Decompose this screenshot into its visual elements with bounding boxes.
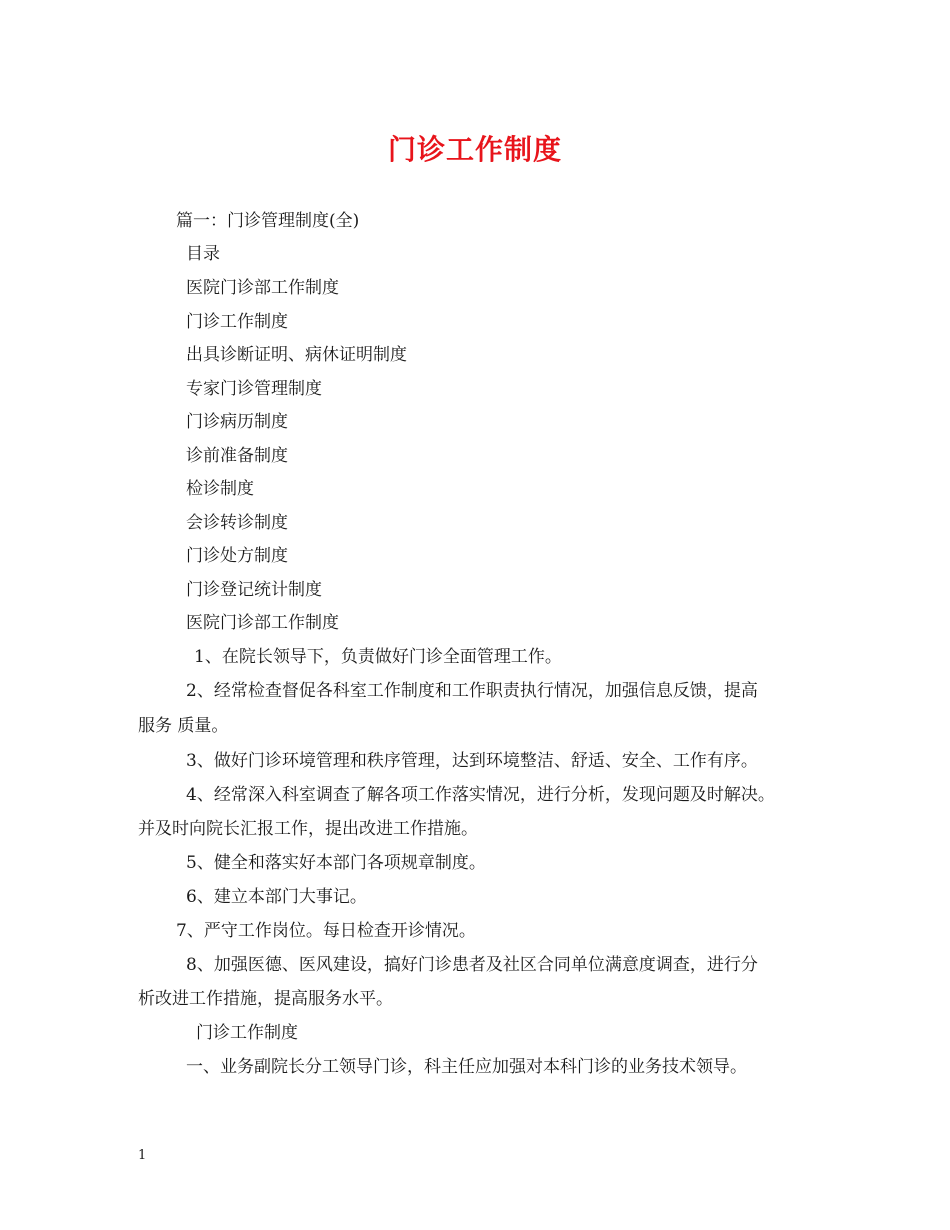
paragraph-line: 3、做好门诊环境管理和秩序管理，达到环境整洁、舒适、安全、工作有序。	[186, 751, 758, 771]
paragraph-line: 服务 质量。	[138, 716, 229, 736]
subsection-heading: 门诊工作制度	[196, 1023, 298, 1043]
document-title: 门诊工作制度	[387, 133, 562, 166]
toc-item: 检诊制度	[186, 479, 254, 499]
paragraph-line: 一、业务副院长分工领导门诊，科主任应加强对本科门诊的业务技术领导。	[186, 1057, 747, 1077]
toc-item: 门诊病历制度	[186, 412, 288, 432]
toc-item: 医院门诊部工作制度	[186, 278, 339, 298]
toc-item: 诊前准备制度	[186, 446, 288, 466]
page-number: 1	[138, 1148, 147, 1163]
paragraph-line: 析改进工作措施，提高服务水平。	[138, 989, 393, 1009]
paragraph-line: 8、加强医德、医风建设，搞好门诊患者及社区合同单位满意度调查，进行分	[186, 955, 758, 975]
paragraph-line: 1、在院长领导下，负责做好门诊全面管理工作。	[194, 647, 562, 667]
paragraph-line: 并及时向院长汇报工作，提出改进工作措施。	[138, 819, 478, 839]
toc-item: 出具诊断证明、病休证明制度	[186, 345, 407, 365]
paragraph-line: 5、健全和落实好本部门各项规章制度。	[186, 853, 486, 873]
paragraph-line: 6、建立本部门大事记。	[186, 887, 367, 907]
toc-item: 专家门诊管理制度	[186, 379, 322, 399]
paragraph-line: 2、经常检查督促各科室工作制度和工作职责执行情况，加强信息反馈，提高	[186, 681, 758, 701]
paragraph-line: 7、严守工作岗位。每日检查开诊情况。	[176, 921, 476, 941]
toc-item: 门诊处方制度	[186, 546, 288, 566]
section-heading: 篇一：门诊管理制度(全)	[176, 211, 360, 231]
paragraph-line: 4、经常深入科室调查了解各项工作落实情况，进行分析，发现问题及时解决。	[186, 785, 775, 805]
toc-item: 门诊登记统计制度	[186, 580, 322, 600]
toc-item: 门诊工作制度	[186, 312, 288, 332]
toc-heading: 目录	[186, 244, 220, 264]
toc-item: 会诊转诊制度	[186, 513, 288, 533]
subsection-heading: 医院门诊部工作制度	[186, 613, 339, 633]
